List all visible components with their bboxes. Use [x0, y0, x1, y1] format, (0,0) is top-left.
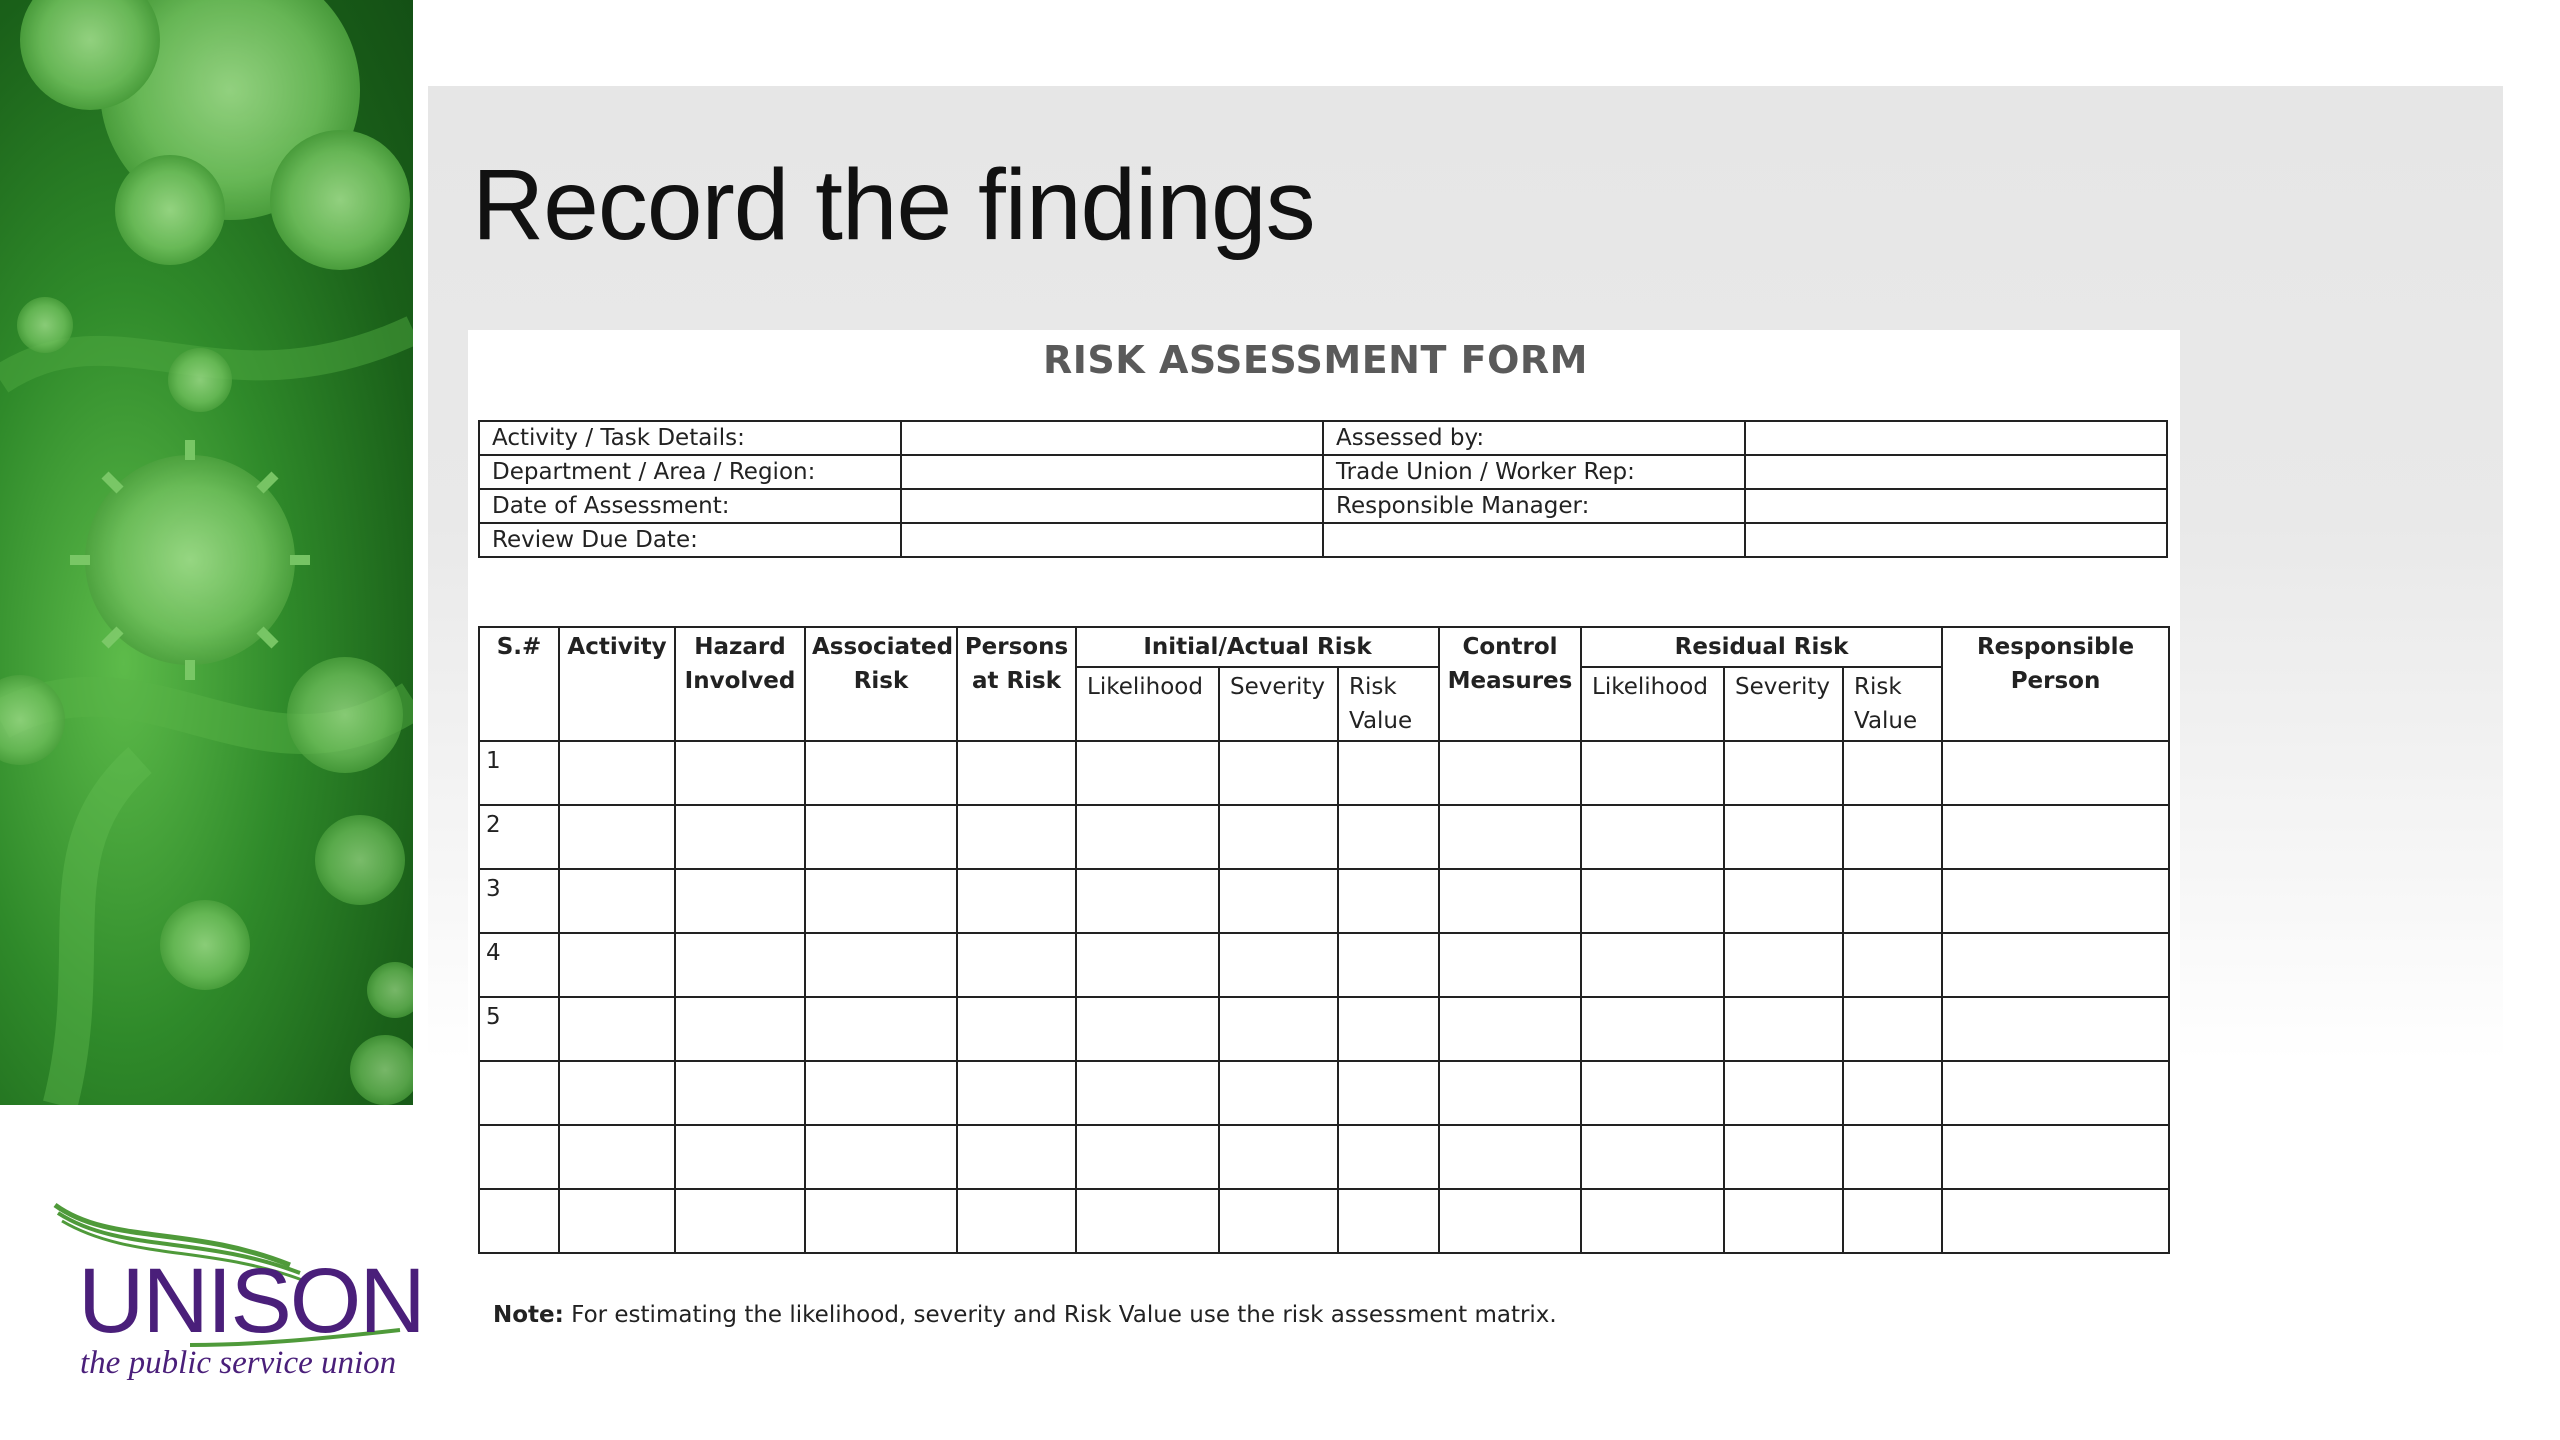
table-cell [1724, 1061, 1843, 1125]
info-label [1323, 523, 1745, 557]
table-cell [1439, 741, 1581, 805]
table-cell [559, 805, 675, 869]
info-label: Activity / Task Details: [479, 421, 901, 455]
table-cell [559, 1125, 675, 1189]
info-value-cell [1745, 421, 2167, 455]
info-row [479, 489, 2167, 523]
table-cell [1581, 805, 1724, 869]
row-number: 4 [479, 933, 559, 997]
row-number: 1 [479, 741, 559, 805]
table-cell [559, 869, 675, 933]
info-label: Review Due Date: [479, 523, 901, 557]
subheader-risk-value: Risk Value [1338, 667, 1439, 741]
table-cell [1439, 997, 1581, 1061]
table-cell [1724, 1189, 1843, 1253]
table-cell [805, 1125, 957, 1189]
table-cell [1581, 1061, 1724, 1125]
table-cell [1942, 869, 2169, 933]
info-value-cell [1745, 489, 2167, 523]
table-cell [1724, 933, 1843, 997]
subheader-likelihood: Likelihood [1581, 667, 1724, 741]
table-cell [1843, 933, 1942, 997]
table-cell [1219, 1189, 1338, 1253]
table-cell [1942, 1189, 2169, 1253]
table-cell [1439, 933, 1581, 997]
info-label: Responsible Manager: [1323, 489, 1745, 523]
note-text: For estimating the likelihood, severity and Risk Value use the risk assessment matrix. [563, 1302, 1557, 1328]
table-cell [1219, 741, 1338, 805]
table-cell [559, 1189, 675, 1253]
table-cell [1724, 869, 1843, 933]
table-cell [805, 997, 957, 1061]
header-initial-risk: Initial/Actual Risk [1076, 627, 1439, 667]
table-cell [957, 741, 1076, 805]
table-cell [1843, 997, 1942, 1061]
subheader-risk-value: Risk Value [1843, 667, 1942, 741]
logo-wordmark: UNISON [78, 1250, 424, 1352]
table-cell [1942, 997, 2169, 1061]
table-cell [1942, 805, 2169, 869]
header-row [479, 627, 2169, 667]
table-cell [957, 1125, 1076, 1189]
table-cell [1338, 1189, 1439, 1253]
virus-image-panel [0, 0, 413, 1105]
table-cell [1942, 1061, 2169, 1125]
table-cell [675, 869, 805, 933]
subheader-severity: Severity [1219, 667, 1338, 741]
table-cell [1724, 997, 1843, 1061]
table-cell [1338, 741, 1439, 805]
table-cell [1942, 1125, 2169, 1189]
subheader-likelihood: Likelihood [1076, 667, 1219, 741]
table-cell [1724, 805, 1843, 869]
info-value-cell [901, 455, 1323, 489]
table-cell [1338, 933, 1439, 997]
form-note [493, 1302, 1557, 1328]
table-row [479, 1125, 2169, 1189]
table-row [479, 1189, 2169, 1253]
table-cell [957, 997, 1076, 1061]
table-cell [1439, 805, 1581, 869]
table-cell [957, 869, 1076, 933]
form-title: RISK ASSESSMENT FORM [1043, 338, 1588, 382]
table-cell [1076, 933, 1219, 997]
header-responsible-person: Responsible Person [1942, 627, 2169, 741]
table-cell [1843, 741, 1942, 805]
table-cell [675, 933, 805, 997]
header-control-measures: Control Measures [1439, 627, 1581, 741]
table-cell [1219, 869, 1338, 933]
table-cell [1439, 1125, 1581, 1189]
row-number: 3 [479, 869, 559, 933]
header-hazard: Hazard Involved [675, 627, 805, 741]
table-cell [1439, 869, 1581, 933]
table-cell [1581, 1125, 1724, 1189]
header-residual-risk: Residual Risk [1581, 627, 1942, 667]
table-cell [675, 1125, 805, 1189]
table-cell [675, 1061, 805, 1125]
row-number [479, 1189, 559, 1253]
unison-logo [50, 1195, 424, 1395]
table-cell [1843, 869, 1942, 933]
risk-table [478, 626, 2170, 1254]
info-row [479, 523, 2167, 557]
table-row [479, 869, 2169, 933]
info-row [479, 455, 2167, 489]
table-cell [559, 997, 675, 1061]
table-cell [1843, 805, 1942, 869]
row-number [479, 1061, 559, 1125]
info-row [479, 421, 2167, 455]
table-cell [1942, 933, 2169, 997]
table-cell [805, 1189, 957, 1253]
risk-table-body [479, 741, 2169, 1253]
table-cell [957, 805, 1076, 869]
table-cell [1076, 805, 1219, 869]
table-cell [1338, 805, 1439, 869]
note-label: Note: [493, 1302, 564, 1328]
table-cell [805, 805, 957, 869]
table-cell [1581, 997, 1724, 1061]
info-label: Assessed by: [1323, 421, 1745, 455]
logo-tagline: the public service union [80, 1345, 397, 1381]
header-associated-risk: Associated Risk [805, 627, 957, 741]
table-cell [957, 933, 1076, 997]
table-cell [1219, 805, 1338, 869]
header-persons-at-risk: Persons at Risk [957, 627, 1076, 741]
table-cell [1581, 869, 1724, 933]
table-cell [1942, 741, 2169, 805]
info-value-cell [901, 489, 1323, 523]
table-cell [1338, 869, 1439, 933]
table-cell [559, 933, 675, 997]
table-cell [1076, 1061, 1219, 1125]
info-value-cell [901, 421, 1323, 455]
table-cell [1338, 1061, 1439, 1125]
table-cell [1076, 1125, 1219, 1189]
table-cell [805, 869, 957, 933]
table-row [479, 741, 2169, 805]
table-cell [1724, 1125, 1843, 1189]
table-cell [675, 997, 805, 1061]
table-cell [675, 741, 805, 805]
table-cell [1581, 1189, 1724, 1253]
table-cell [1843, 1061, 1942, 1125]
header-activity: Activity [559, 627, 675, 741]
table-cell [1076, 997, 1219, 1061]
table-row [479, 805, 2169, 869]
virus-illustration [0, 0, 413, 1105]
info-table [478, 420, 2168, 558]
row-number [479, 1125, 559, 1189]
table-cell [1219, 1061, 1338, 1125]
info-value-cell [901, 523, 1323, 557]
table-cell [805, 933, 957, 997]
table-cell [1076, 741, 1219, 805]
table-cell [1338, 997, 1439, 1061]
table-cell [805, 1061, 957, 1125]
table-cell [1219, 933, 1338, 997]
table-row [479, 1061, 2169, 1125]
header-sno: S.# [479, 627, 559, 741]
table-row [479, 997, 2169, 1061]
table-cell [805, 741, 957, 805]
info-label: Date of Assessment: [479, 489, 901, 523]
table-row [479, 933, 2169, 997]
table-cell [1076, 869, 1219, 933]
table-cell [559, 741, 675, 805]
table-cell [1338, 1125, 1439, 1189]
table-cell [1843, 1189, 1942, 1253]
info-label: Department / Area / Region: [479, 455, 901, 489]
subheader-severity: Severity [1724, 667, 1843, 741]
table-cell [559, 1061, 675, 1125]
info-label: Trade Union / Worker Rep: [1323, 455, 1745, 489]
table-cell [1581, 933, 1724, 997]
table-cell [1724, 741, 1843, 805]
table-cell [675, 805, 805, 869]
info-value-cell [1745, 455, 2167, 489]
table-cell [1439, 1189, 1581, 1253]
row-number: 2 [479, 805, 559, 869]
table-cell [1581, 741, 1724, 805]
slide-title: Record the findings [472, 149, 1315, 261]
table-cell [957, 1061, 1076, 1125]
table-cell [1076, 1189, 1219, 1253]
table-cell [1439, 1061, 1581, 1125]
table-cell [675, 1189, 805, 1253]
info-value-cell [1745, 523, 2167, 557]
risk-assessment-form [468, 330, 2180, 1330]
table-cell [1219, 1125, 1338, 1189]
row-number: 5 [479, 997, 559, 1061]
table-cell [1843, 1125, 1942, 1189]
table-cell [957, 1189, 1076, 1253]
table-cell [1219, 997, 1338, 1061]
